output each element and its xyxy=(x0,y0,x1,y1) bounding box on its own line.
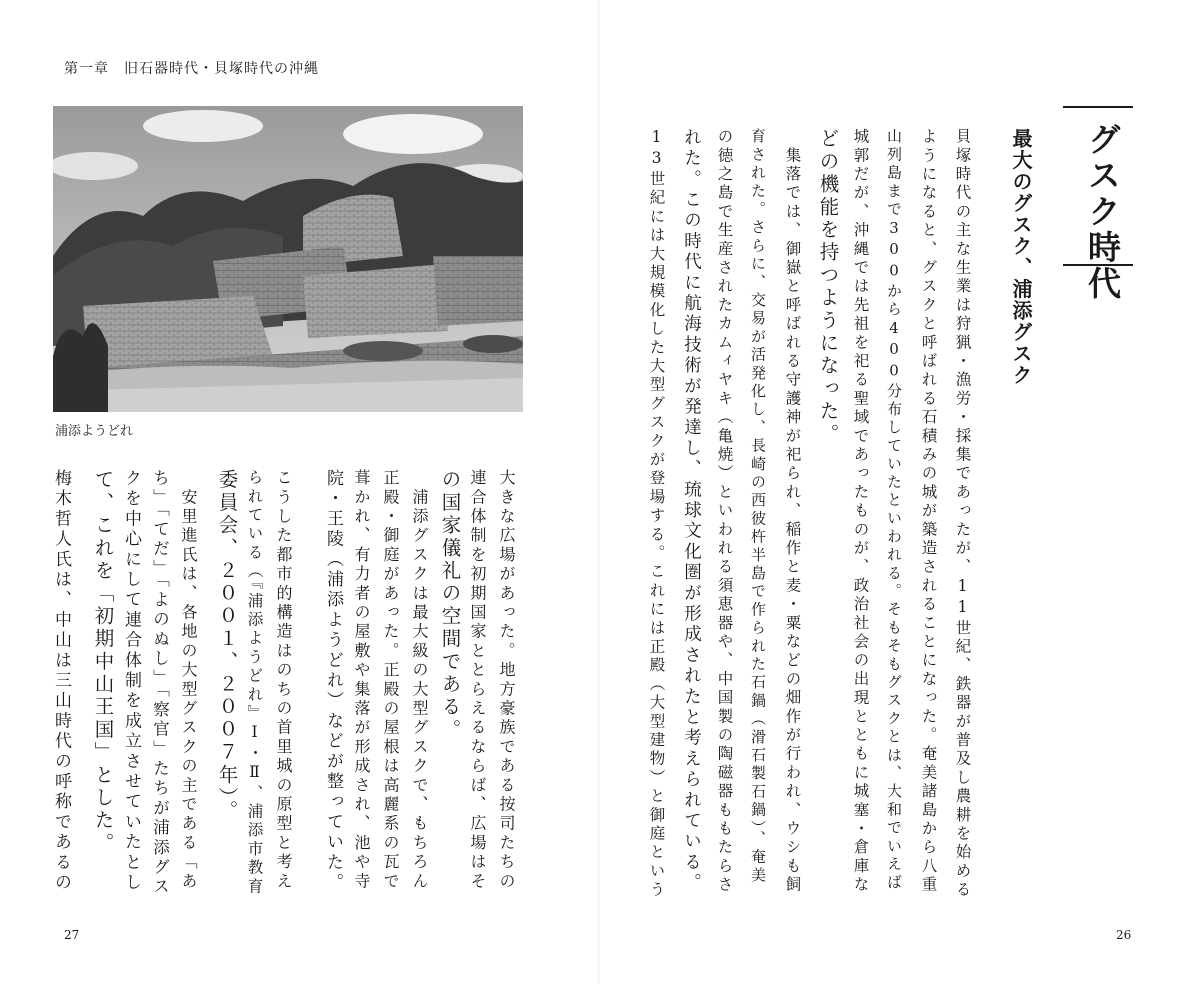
subheading: 最大のグスク、浦添グスク xyxy=(1009,128,1033,386)
left-body-column: 梅木哲人氏は、中山は三山時代の呼称であるの xyxy=(51,469,71,894)
left-body-column: 連合体制を初期国家ととらえるならば、広場はそ xyxy=(468,469,487,892)
right-body-column: ようになると、グスクと呼ばれる石積みの城が築造されることになった。奄美諸島から八重 xyxy=(919,128,938,895)
right-body-column: の徳之島で生産されたカムィヤキ（亀焼）といわれる須恵器や、中国製の陶磁器ももたらさ xyxy=(715,128,734,895)
left-body-column: こうした都市的構造はのちの首里城の原型と考え xyxy=(274,469,293,892)
running-head: 第一章 旧石器時代・貝塚時代の沖縄 xyxy=(64,61,319,77)
right-body-column: どの機能を持つようになった。 xyxy=(816,128,840,446)
right-body-column: 山列島まで300から400分布していたといわれる。そもそもグスクとは、大和でいえば xyxy=(885,128,903,893)
left-body-column: 正殿・御庭があった。正殿の屋根は高麗系の瓦で xyxy=(381,469,400,892)
page-number-right: 26 xyxy=(1116,928,1132,942)
page-number-left: 27 xyxy=(64,928,80,942)
left-body-column: て、これを「初期中山王国」とした。 xyxy=(91,469,115,855)
left-body-column: クを中心にして連合体制を成立させていたとし xyxy=(121,469,141,894)
left-body-column: 浦添グスクは最大級の大型グスクで、もちろん xyxy=(410,469,429,892)
left-body-column: の国家儀礼の空間である。 xyxy=(438,469,462,742)
left-body-column: ち」「てだ」「よのぬし」「察官」たちが浦添グス xyxy=(150,469,170,898)
right-body-column: 城郭だが、沖縄では先祖を祀る聖域であったものが、政治社会の出現とともに城塞・倉庫な xyxy=(851,128,870,895)
section-title: グスク時代 xyxy=(1083,122,1122,302)
right-body-column: 13世紀には大規模化した大型グスクが登場する。これには正殿（大型建物）と御庭という xyxy=(647,128,666,900)
page-gutter xyxy=(598,0,600,984)
photo-caption: 浦添ようどれ xyxy=(55,424,134,439)
left-body-column: 委員会、２００１、２００７年）。 xyxy=(215,469,239,823)
right-body-column: れた。この時代に航海技術が発達し、琉球文化圏が形成されたと考えられている。 xyxy=(681,128,702,894)
castle-ruins-photo xyxy=(53,106,523,412)
left-body-column: られている（『浦添ようどれ』Ⅰ・Ⅱ、浦添市教育 xyxy=(245,469,264,897)
left-body-column: 葺かれ、有力者の屋敷や集落が形成され、池や寺 xyxy=(352,469,371,892)
right-body-column: 集落では、御嶽と呼ばれる守護神が祀られ、稲作と麦・粟などの畑作が行われ、ウシも飼 xyxy=(783,128,802,895)
right-body-column: 貝塚時代の主な生業は狩猟・漁労・採集であったが、11世紀、鉄器が普及し農耕を始める xyxy=(953,128,972,900)
left-body-column: 安里進氏は、各地の大型グスクの主である「あ xyxy=(179,469,198,892)
left-body-column: 院・王陵（浦添ようどれ）などが整っていた。 xyxy=(323,469,343,894)
right-body-column: 育された。さらに、交易が活発化し、長崎の西彼杵半島で作られた石鍋（滑石製石鍋）、奄美 xyxy=(749,128,767,885)
left-body-column: 大きな広場があった。地方豪族である按司たちの xyxy=(497,469,516,892)
